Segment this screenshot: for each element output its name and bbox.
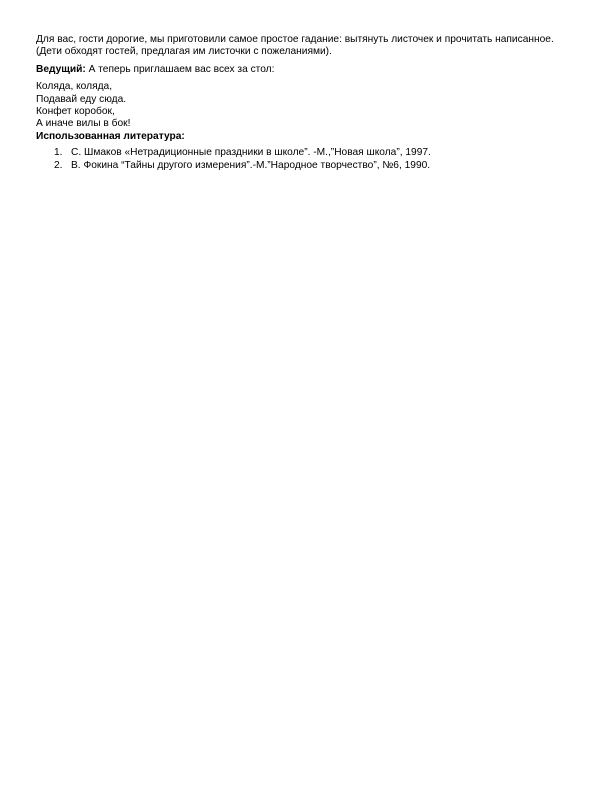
intro-line-2: (Дети обходят гостей, предлагая им листочки с пожеланиями). bbox=[36, 46, 332, 58]
host-label: Ведущий: bbox=[36, 63, 86, 75]
intro-paragraph bbox=[36, 34, 581, 59]
host-text: А теперь приглашаем вас всех за стол: bbox=[85, 63, 275, 75]
list-item bbox=[36, 160, 581, 172]
list-item-number: 2. bbox=[54, 159, 63, 171]
document-content bbox=[36, 34, 581, 172]
poem-line-1: Коляда, коляда, bbox=[36, 81, 113, 93]
list-item-text: В. Фокина “Тайны другого измерения”.-М.”Народное творчество”, №6, 1990. bbox=[71, 159, 431, 171]
poem-line-3: Конфет коробок, bbox=[36, 106, 115, 118]
poem-line-4: А иначе вилы в бок! bbox=[36, 118, 131, 130]
host-line bbox=[36, 64, 581, 76]
intro-line-1: Для вас, гости дорогие, мы приготовили самое простое гадание: вытянуть листочек и прочитать написанное. bbox=[36, 34, 554, 45]
literature-title: Использованная литература: bbox=[36, 130, 185, 142]
list-item bbox=[36, 147, 581, 159]
list-item-number: 1. bbox=[54, 147, 63, 159]
list-item-text: С. Шмаков «Нетрадиционные праздники в школе”. -М.,”Новая школа”, 1997. bbox=[71, 147, 431, 159]
literature-list bbox=[36, 147, 581, 172]
poem-line-2: Подавай еду сюда. bbox=[36, 93, 127, 105]
poem bbox=[36, 81, 581, 131]
